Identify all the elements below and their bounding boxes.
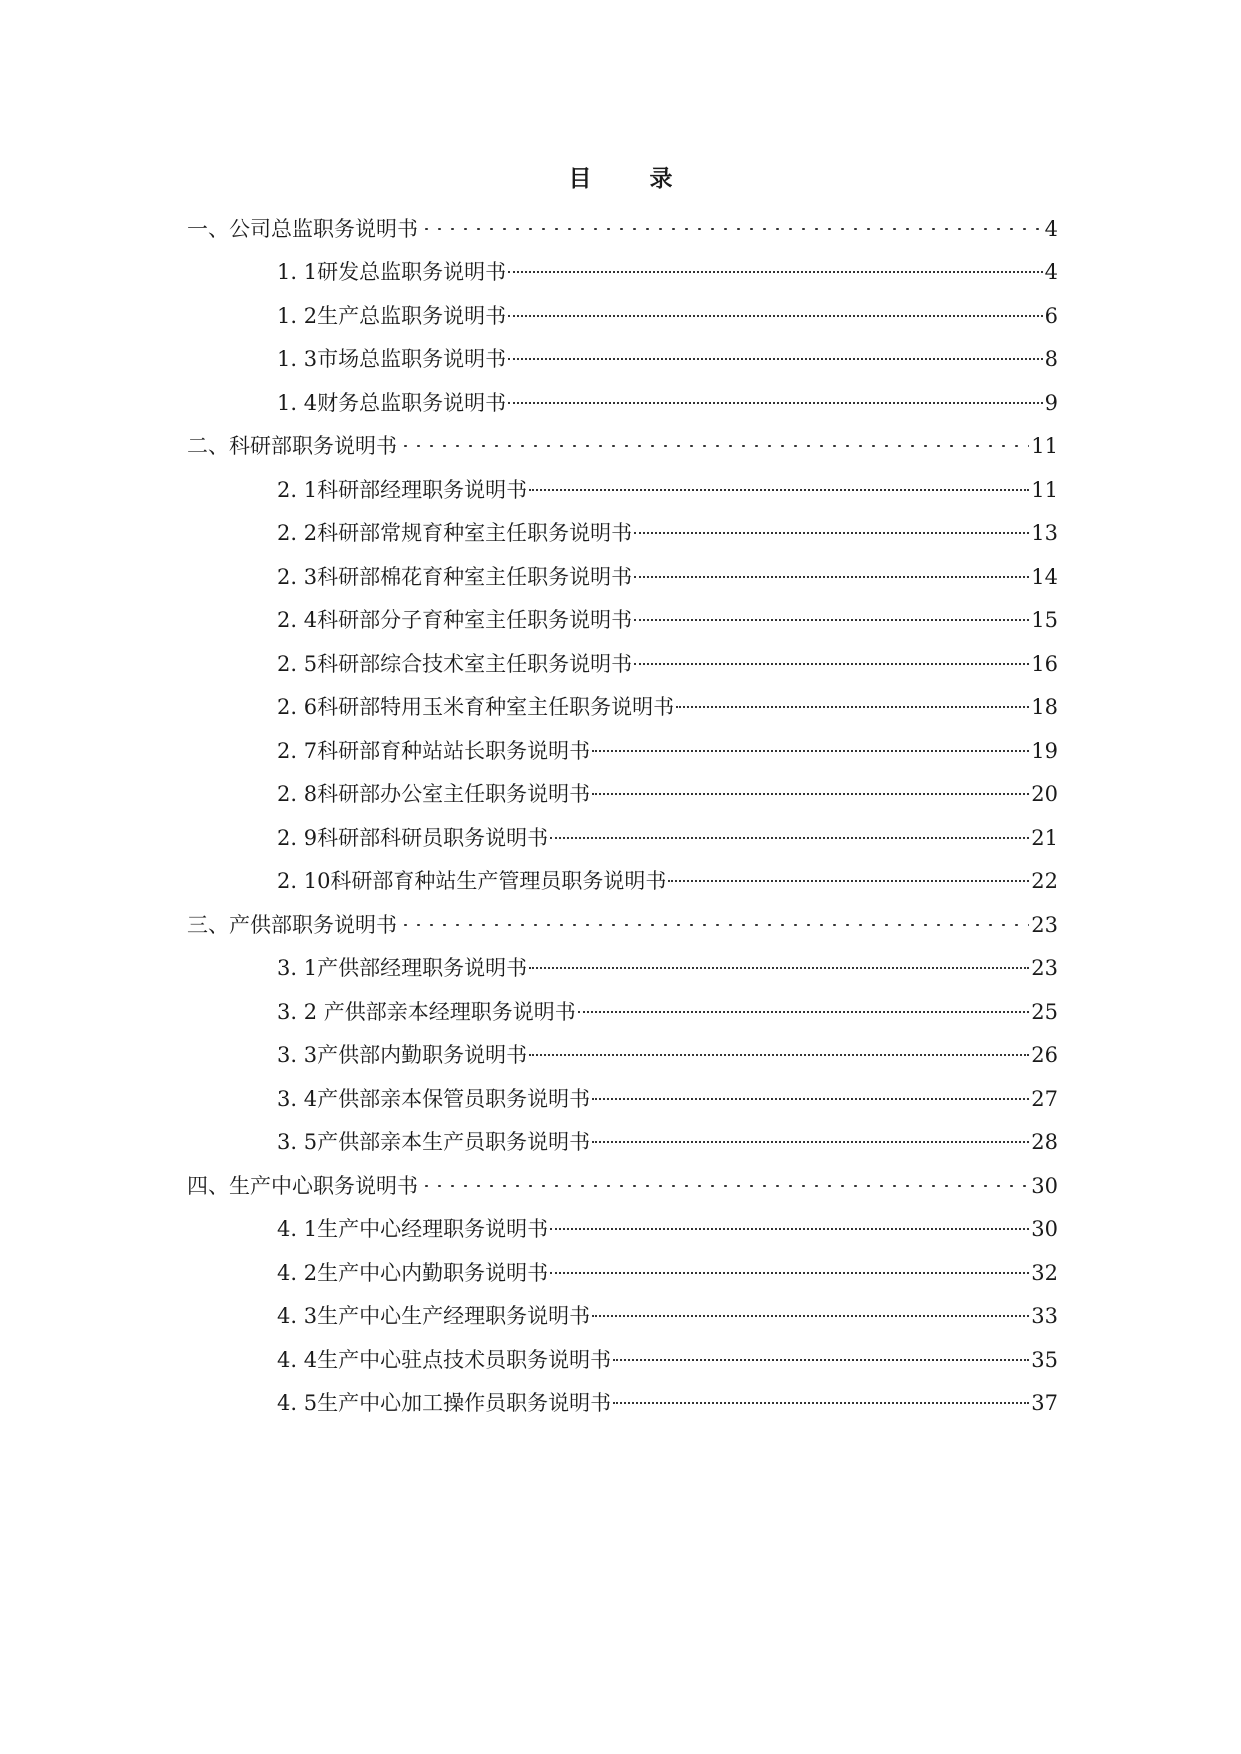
toc-entry-label: 3. 2 产供部亲本经理职务说明书 [277,1000,576,1024]
toc-entry-label: 2. 3科研部棉花育种室主任职务说明书 [277,565,633,589]
toc-entry-4-1[interactable] [277,1206,1058,1241]
toc-leader-dots [668,858,1029,888]
toc-entry-2-9[interactable] [277,815,1058,850]
toc-leader-dots [529,1032,1029,1062]
toc-entry-section-2[interactable] [187,423,1058,458]
toc-leader-dots [592,1076,1029,1106]
toc-page-number: 11 [1031,434,1058,458]
toc-leader-dots [676,684,1029,714]
toc-page-number: 33 [1031,1304,1058,1328]
toc-title-right: 录 [649,165,673,192]
toc-entry-section-4[interactable] [187,1163,1058,1198]
toc-entry-label: 2. 10科研部育种站生产管理员职务说明书 [277,869,667,893]
toc-page-number: 26 [1031,1043,1058,1067]
toc-title [0,160,1241,193]
toc-entry-2-7[interactable] [277,728,1058,763]
toc-entry-label: 2. 9科研部科研员职务说明书 [277,826,549,850]
toc-entry-2-8[interactable] [277,771,1058,806]
toc-page-number: 23 [1031,956,1058,980]
toc-entry-label: 4. 3生产中心生产经理职务说明书 [277,1304,591,1328]
toc-entry-label: 二、科研部职务说明书 [187,434,397,458]
toc-page-number: 13 [1031,521,1058,545]
toc-leader-dots [508,249,1043,279]
toc-page-number: 6 [1044,304,1058,328]
toc-entry-label: 4. 1生产中心经理职务说明书 [277,1217,549,1241]
toc-entry-label: 2. 8科研部办公室主任职务说明书 [277,782,591,806]
toc-page-number: 32 [1031,1261,1058,1285]
toc-leader-dots [529,945,1029,975]
toc-entry-4-5[interactable] [277,1380,1058,1415]
toc-page-number: 19 [1031,739,1058,763]
toc-entry-4-2[interactable] [277,1250,1058,1285]
toc-page-number: 20 [1031,782,1058,806]
toc-entry-2-5[interactable] [277,641,1058,676]
toc-leader-dots [399,423,1029,453]
toc-page-number: 9 [1044,391,1058,415]
toc-page-number: 4 [1044,260,1058,284]
toc-leader-dots [634,597,1029,627]
toc-page-number: 30 [1031,1217,1058,1241]
toc-leader-dots [508,336,1043,366]
toc-page-number: 15 [1031,608,1058,632]
toc-entry-4-3[interactable] [277,1293,1058,1328]
toc-leader-dots [634,641,1029,671]
toc-leader-dots [578,989,1030,1019]
toc-entry-2-6[interactable] [277,684,1058,719]
toc-entry-label: 3. 1产供部经理职务说明书 [277,956,528,980]
toc-entry-label: 四、生产中心职务说明书 [187,1174,418,1198]
toc-leader-dots [592,1293,1029,1323]
toc-page-number: 16 [1031,652,1058,676]
toc-entry-2-2[interactable] [277,510,1058,545]
toc-entry-section-1[interactable] [187,206,1058,241]
toc-page-number: 22 [1031,869,1058,893]
toc-leader-dots [399,902,1029,932]
toc-leader-dots [508,293,1043,323]
toc-page-number: 4 [1044,217,1058,241]
toc-page-number: 14 [1031,565,1058,589]
toc-page-number: 28 [1031,1130,1058,1154]
toc-entry-2-10[interactable] [277,858,1058,893]
toc-entry-1-3[interactable] [277,336,1058,371]
toc-entry-3-2[interactable] [277,989,1058,1024]
toc-entry-label: 1. 3市场总监职务说明书 [277,347,507,371]
toc-leader-dots [592,1119,1029,1149]
toc-entry-label: 3. 5产供部亲本生产员职务说明书 [277,1130,591,1154]
toc-entry-2-3[interactable] [277,554,1058,589]
toc-leader-dots [529,467,1029,497]
toc-entry-3-4[interactable] [277,1076,1058,1111]
toc-entry-label: 1. 1研发总监职务说明书 [277,260,507,284]
toc-entry-label: 4. 2生产中心内勤职务说明书 [277,1261,549,1285]
toc-entry-label: 4. 4生产中心驻点技术员职务说明书 [277,1348,612,1372]
toc-entry-label: 2. 7科研部育种站站长职务说明书 [277,739,591,763]
toc-leader-dots [550,815,1029,845]
toc-entry-label: 4. 5生产中心加工操作员职务说明书 [277,1391,612,1415]
toc-leader-dots [613,1337,1029,1367]
toc-page-number: 18 [1031,695,1058,719]
toc-leader-dots [508,380,1043,410]
toc-leader-dots [550,1206,1029,1236]
toc-entry-label: 三、产供部职务说明书 [187,913,397,937]
toc-leader-dots [592,728,1029,758]
toc-page-number: 23 [1031,913,1058,937]
toc-leader-dots [592,771,1029,801]
toc-title-left: 目 [568,165,592,192]
toc-leader-dots [634,554,1029,584]
toc-page-number: 37 [1031,1391,1058,1415]
toc-entry-1-1[interactable] [277,249,1058,284]
toc-entry-label: 3. 4产供部亲本保管员职务说明书 [277,1087,591,1111]
toc-page-number: 21 [1031,826,1058,850]
toc-entry-label: 1. 2生产总监职务说明书 [277,304,507,328]
toc-entry-label: 2. 5科研部综合技术室主任职务说明书 [277,652,633,676]
toc-entry-1-2[interactable] [277,293,1058,328]
toc-leader-dots [420,1163,1029,1193]
toc-entry-1-4[interactable] [277,380,1058,415]
toc-entry-label: 3. 3产供部内勤职务说明书 [277,1043,528,1067]
toc-page-number: 27 [1031,1087,1058,1111]
toc-leader-dots [550,1250,1029,1280]
toc-entry-label: 2. 2科研部常规育种室主任职务说明书 [277,521,633,545]
toc-entry-3-5[interactable] [277,1119,1058,1154]
toc-page-number: 11 [1031,478,1058,502]
toc-entry-label: 1. 4财务总监职务说明书 [277,391,507,415]
toc-entry-3-3[interactable] [277,1032,1058,1067]
toc-entry-label: 一、公司总监职务说明书 [187,217,418,241]
toc-leader-dots [634,510,1029,540]
toc-entry-2-4[interactable] [277,597,1058,632]
toc-entry-label: 2. 4科研部分子育种室主任职务说明书 [277,608,633,632]
toc-entry-2-1[interactable] [277,467,1058,502]
toc-leader-dots [613,1380,1029,1410]
toc-entry-label: 2. 1科研部经理职务说明书 [277,478,528,502]
toc-page-number: 8 [1044,347,1058,371]
toc-page-number: 30 [1031,1174,1058,1198]
toc-entry-label: 2. 6科研部特用玉米育种室主任职务说明书 [277,695,675,719]
toc-page-number: 25 [1031,1000,1058,1024]
toc-page-number: 35 [1031,1348,1058,1372]
toc-leader-dots [420,206,1043,236]
toc-entry-section-3[interactable] [187,902,1058,937]
toc-entry-4-4[interactable] [277,1337,1058,1372]
toc-entry-3-1[interactable] [277,945,1058,980]
